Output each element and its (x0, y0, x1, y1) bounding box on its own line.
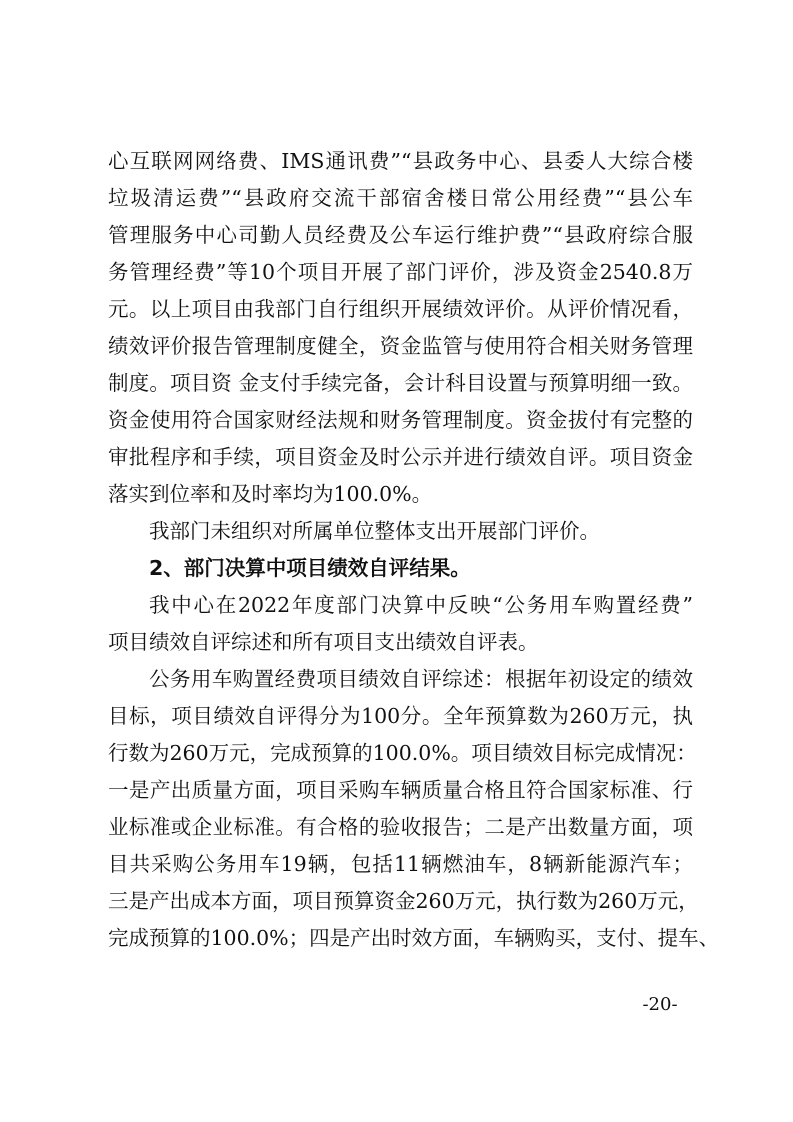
text-line: 心互联网网络费、IMS通讯费”“县政务中心、县委人大综合楼 (108, 149, 693, 173)
section-heading: 2、部门决算中项目绩效自评结果。 (149, 556, 471, 580)
text-line: 元。以上项目由我部门自行组织开展绩效评价。从评价情况看， (108, 297, 693, 321)
text-line: 业标准或企业标准。有合格的验收报告；二是产出数量方面，项 (108, 815, 693, 839)
text-line: 目标，项目绩效自评得分为100分。全年预算数为260万元，执 (108, 704, 693, 728)
text-line: 项目绩效自评综述和所有项目支出绩效自评表。 (108, 630, 539, 654)
paragraph-line: 公务用车购置经费项目绩效自评综述：根据年初设定的绩效 (149, 667, 693, 691)
paragraph-line: 我中心在2022年度部门决算中反映“公务用车购置经费” (149, 593, 693, 617)
paragraph-line: 我部门未组织对所属单位整体支出开展部门评价。 (149, 519, 600, 543)
text-line: 行数为260万元，完成预算的100.0%。项目绩效目标完成情况： (108, 741, 697, 765)
text-line: 落实到位率和及时率均为100.0%。 (108, 482, 433, 506)
text-line: 完成预算的100.0%；四是产出时效方面，车辆购买，支付、提车、 (108, 926, 720, 950)
page-number: -20- (642, 994, 678, 1015)
text-line: 绩效评价报告管理制度健全，资金监管与使用符合相关财务管理 (108, 334, 693, 358)
text-line: 目共采购公务用车19辆，包括11辆燃油车，8辆新能源汽车； (108, 852, 693, 876)
text-line: 制度。项目资 金支付手续完备，会计科目设置与预算明细一致。 (108, 371, 693, 395)
text-line: 务管理经费”等10个项目开展了部门评价，涉及资金2540.8万 (108, 260, 693, 284)
text-line: 三是产出成本方面，项目预算资金260万元，执行数为260万元， (108, 889, 699, 913)
body-text (108, 143, 720, 957)
text-line: 管理服务中心司勤人员经费及公车运行维护费”“县政府综合服 (108, 223, 693, 247)
text-line: 资金使用符合国家财经法规和财务管理制度。资金拔付有完整的 (108, 408, 693, 432)
text-line: 一是产出质量方面，项目采购车辆质量合格且符合国家标准、行 (108, 778, 693, 802)
text-line: 审批程序和手续，项目资金及时公示并进行绩效自评。项目资金 (108, 445, 693, 469)
text-line: 垃圾清运费”“县政府交流干部宿舍楼日常公用经费”“县公车 (108, 186, 693, 210)
